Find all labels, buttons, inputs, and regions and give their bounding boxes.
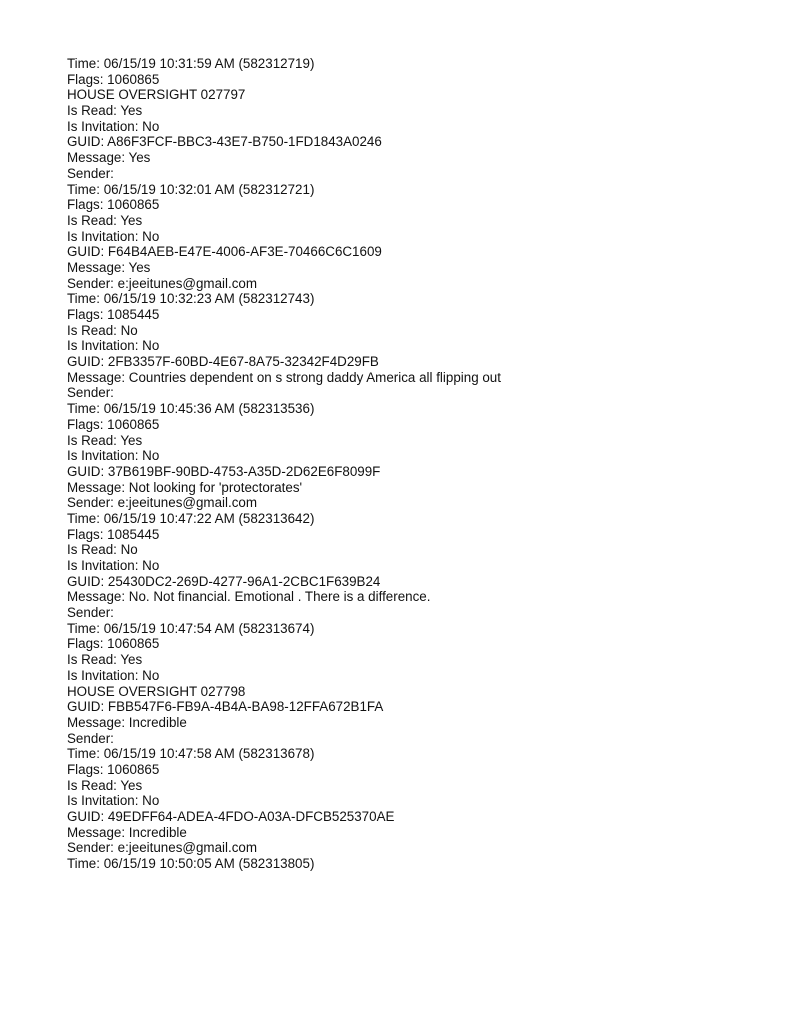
doc-line: Is Invitation: No <box>67 228 160 244</box>
doc-line: Message: Incredible <box>67 714 187 730</box>
doc-line: GUID: FBB547F6-FB9A-4B4A-BA98-12FFA672B1FA <box>67 699 384 715</box>
doc-line: GUID: 49EDFF64-ADEA-4FDO-A03A-DFCB525370AE <box>67 809 395 824</box>
doc-line: Time: 06/15/19 10:47:54 AM (582313674) <box>67 620 315 636</box>
doc-line: Is Read: Yes <box>67 652 143 668</box>
doc-line: Time: 06/15/19 10:47:58 AM (582313678) <box>67 746 315 762</box>
doc-line: Sender: <box>67 165 114 181</box>
doc-line: Flags: 1060865 <box>67 71 160 87</box>
doc-line: Is Invitation: No <box>67 448 160 464</box>
document-page <box>67 56 767 872</box>
doc-line: Flags: 1060865 <box>67 197 160 213</box>
doc-line: Is Read: Yes <box>67 777 143 793</box>
doc-line: Sender: e:jeeitunes@gmail.com <box>67 840 257 856</box>
doc-line: Message: Yes <box>67 259 151 275</box>
doc-line: GUID: 37B619BF-90BD-4753-A35D-2D62E6F8099F <box>67 463 381 479</box>
doc-line: Flags: 1060865 <box>67 416 160 432</box>
doc-line: Is Invitation: No <box>67 338 160 354</box>
doc-line: Message: Yes <box>67 150 151 166</box>
doc-line: GUID: 2FB3357F-60BD-4E67-8A75-32342F4D29FB <box>67 354 379 370</box>
doc-line: Flags: 1085445 <box>67 526 160 542</box>
doc-line: Message: Countries dependent on s strong daddy America all flipping out <box>67 369 501 385</box>
doc-line: Time: 06/15/19 10:50:05 AM (582313805) <box>67 856 315 872</box>
doc-line: Flags: 1060865 <box>67 761 160 777</box>
doc-line: Message: Not looking for 'protectorates' <box>67 479 303 495</box>
doc-line: Is Read: Yes <box>67 432 143 448</box>
doc-line: Is Read: No <box>67 322 138 338</box>
doc-line: Message: Incredible <box>67 824 187 840</box>
doc-line: Sender: <box>67 385 114 401</box>
bates-stamp: HOUSE OVERSIGHT 027798 <box>67 683 246 699</box>
bates-stamp: HOUSE OVERSIGHT 027797 <box>67 87 246 103</box>
doc-line: Time: 06/15/19 10:47:22 AM (582313642) <box>67 510 315 526</box>
doc-line: Is Invitation: No <box>67 558 160 573</box>
doc-line: Time: 06/15/19 10:45:36 AM (582313536) <box>67 401 315 417</box>
doc-line: Time: 06/15/19 10:32:01 AM (582312721) <box>67 181 315 197</box>
doc-line: Is Read: Yes <box>67 103 143 119</box>
doc-line: Time: 06/15/19 10:31:59 AM (582312719) <box>67 56 315 71</box>
doc-line: Sender: e:jeeitunes@gmail.com <box>67 275 257 291</box>
doc-line: Sender: <box>67 730 114 746</box>
doc-line: GUID: A86F3FCF-BBC3-43E7-B750-1FD1843A0246 <box>67 134 382 150</box>
doc-line: GUID: F64B4AEB-E47E-4006-AF3E-70466C6C1609 <box>67 244 382 260</box>
doc-line: Flags: 1060865 <box>67 636 160 652</box>
doc-line: Is Invitation: No <box>67 118 160 134</box>
doc-line: Time: 06/15/19 10:32:23 AM (582312743) <box>67 291 315 307</box>
doc-line: Sender: e:jeeitunes@gmail.com <box>67 495 257 511</box>
doc-line: Is Invitation: No <box>67 793 160 809</box>
doc-line: GUID: 25430DC2-269D-4277-96A1-2CBC1F639B24 <box>67 573 381 589</box>
doc-line: Message: No. Not financial. Emotional . There is a difference. <box>67 589 431 605</box>
doc-line: Is Invitation: No <box>67 667 160 683</box>
doc-line: Sender: <box>67 605 114 621</box>
doc-line: Is Read: No <box>67 542 138 558</box>
doc-line: Flags: 1085445 <box>67 307 160 322</box>
doc-line: Is Read: Yes <box>67 212 143 228</box>
